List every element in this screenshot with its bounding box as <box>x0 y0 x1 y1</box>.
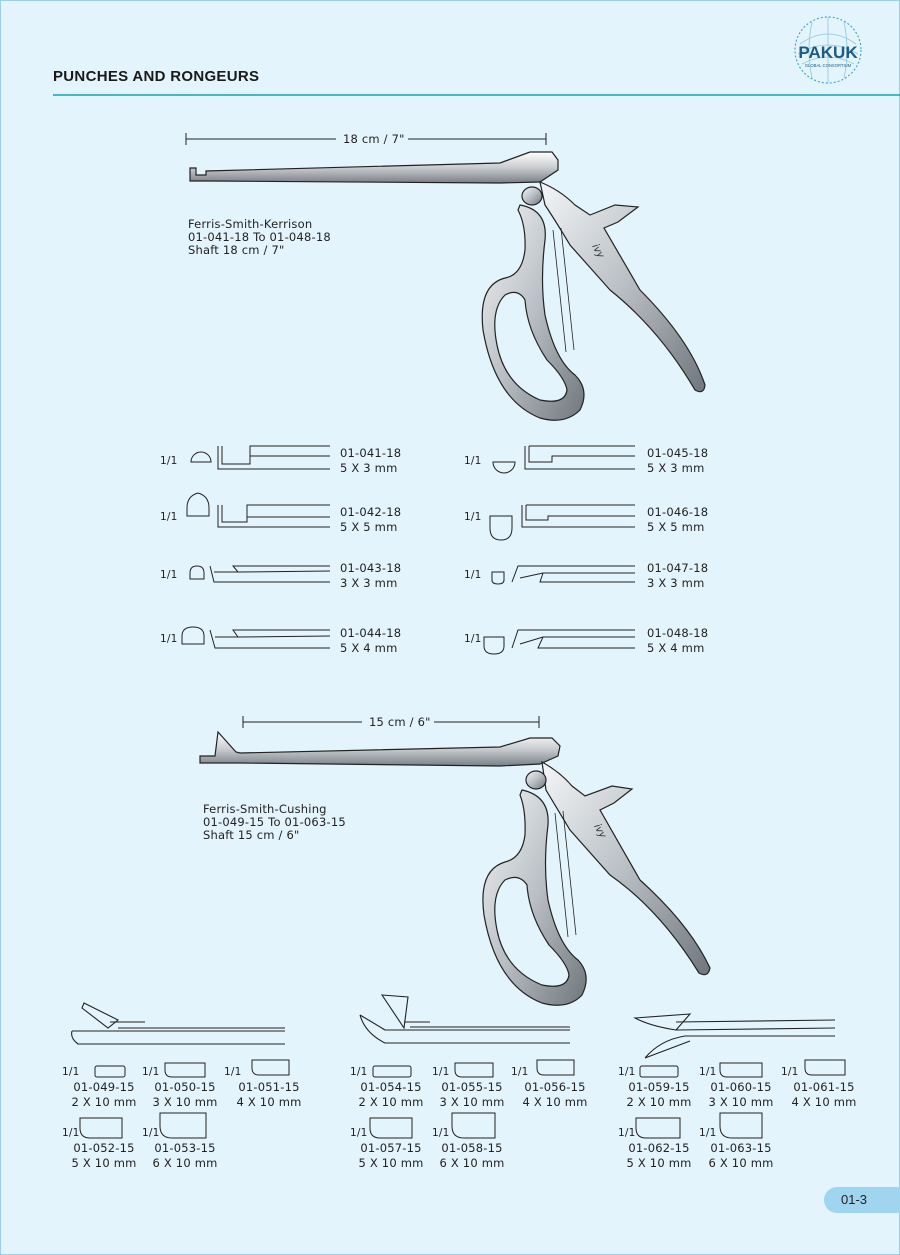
tip-size: 5 X 10 mm <box>358 1156 424 1170</box>
tip-code: 01-062-15 <box>628 1141 690 1155</box>
instrument-2-name: Ferris-Smith-Cushing <box>203 802 327 816</box>
tip-code: 01-048-18 <box>647 626 709 640</box>
tip-code: 01-052-15 <box>73 1141 135 1155</box>
instrument-2-length: 15 cm / 6" <box>366 715 434 730</box>
tip-code: 01-050-15 <box>154 1080 216 1094</box>
tip-scale: 1/1 <box>618 1127 636 1139</box>
slot-01-060-15 <box>720 1063 762 1077</box>
tip-size: 3 X 3 mm <box>340 576 398 590</box>
slot-01-057-15 <box>370 1118 412 1138</box>
tip-code: 01-051-15 <box>238 1080 300 1094</box>
tip-size: 5 X 5 mm <box>647 520 705 534</box>
slot-01-052-15 <box>80 1118 122 1138</box>
tip-size: 5 X 3 mm <box>647 461 705 475</box>
tip-size: 5 X 10 mm <box>71 1156 137 1170</box>
instrument-1-length: 18 cm / 7" <box>340 132 408 147</box>
instrument-1-range: 01-041-18 To 01-048-18 <box>188 230 331 244</box>
slot-01-049-15 <box>95 1066 125 1077</box>
tip-size: 6 X 10 mm <box>152 1156 218 1170</box>
tip-size: 5 X 5 mm <box>340 520 398 534</box>
slot-01-058-15 <box>452 1113 495 1138</box>
tip-scale: 1/1 <box>464 511 482 523</box>
tip-profile-01-046-18 <box>490 505 635 540</box>
rongeur-illustration-2 <box>200 732 710 1005</box>
tip-code: 01-056-15 <box>524 1080 586 1094</box>
tip-scale: 1/1 <box>350 1127 368 1139</box>
instrument-2-shaft: Shaft 15 cm / 6" <box>203 828 300 842</box>
tip-code: 01-044-18 <box>340 626 402 640</box>
tip-size: 3 X 10 mm <box>152 1095 218 1109</box>
tip-code: 01-046-18 <box>647 505 709 519</box>
tip-profile-01-043-18 <box>190 566 330 582</box>
slot-01-051-15 <box>252 1060 289 1075</box>
slot-01-061-15 <box>805 1060 845 1075</box>
tip-scale: 1/1 <box>464 455 482 467</box>
tip-scale: 1/1 <box>464 633 482 645</box>
tip-size: 5 X 4 mm <box>340 641 398 655</box>
tip-size: 2 X 10 mm <box>358 1095 424 1109</box>
tip-profile-01-041-18 <box>191 446 330 469</box>
tip-code: 01-042-18 <box>340 505 402 519</box>
tip-scale: 1/1 <box>511 1066 529 1078</box>
slot-01-056-15 <box>537 1060 574 1075</box>
tip-size: 5 X 10 mm <box>626 1156 692 1170</box>
slot-01-063-15 <box>720 1113 762 1138</box>
tip-scale: 1/1 <box>699 1066 717 1078</box>
tip-code: 01-054-15 <box>360 1080 422 1094</box>
rongeur-illustration-1 <box>190 152 705 420</box>
slot-01-062-15 <box>636 1118 680 1138</box>
page-title: PUNCHES AND RONGEURS <box>53 68 260 85</box>
tip-code: 01-059-15 <box>628 1080 690 1094</box>
tip-profile-01-044-18 <box>182 627 330 648</box>
slot-01-050-15 <box>165 1063 205 1077</box>
jaw-detail-up-curved <box>635 1014 835 1058</box>
svg-text:ivy: ivy <box>589 242 606 261</box>
tip-code: 01-047-18 <box>647 561 709 575</box>
tip-profile-01-042-18 <box>187 493 330 527</box>
tip-size: 3 X 3 mm <box>647 576 705 590</box>
tip-scale: 1/1 <box>160 569 178 581</box>
instrument-1-name: Ferris-Smith-Kerrison <box>188 217 313 231</box>
tip-scale: 1/1 <box>142 1127 160 1139</box>
slot-01-054-15 <box>373 1066 411 1077</box>
svg-text:GLOBAL CONSORTIUM: GLOBAL CONSORTIUM <box>804 63 852 68</box>
tip-scale: 1/1 <box>464 569 482 581</box>
tip-code: 01-041-18 <box>340 446 402 460</box>
tip-code: 01-060-15 <box>710 1080 772 1094</box>
tip-scale: 1/1 <box>699 1127 717 1139</box>
tip-size: 3 X 10 mm <box>708 1095 774 1109</box>
jaw-detail-straight <box>72 1003 285 1044</box>
tip-scale: 1/1 <box>160 633 178 645</box>
tip-size: 4 X 10 mm <box>522 1095 588 1109</box>
tip-size: 2 X 10 mm <box>626 1095 692 1109</box>
tip-code: 01-057-15 <box>360 1141 422 1155</box>
tip-scale: 1/1 <box>781 1066 799 1078</box>
svg-text:PAKUK: PAKUK <box>798 43 858 62</box>
tip-size: 3 X 10 mm <box>439 1095 505 1109</box>
tip-profile-01-047-18 <box>492 566 635 584</box>
tip-size: 6 X 10 mm <box>708 1156 774 1170</box>
tip-scale: 1/1 <box>432 1066 450 1078</box>
tip-scale: 1/1 <box>160 511 178 523</box>
tip-code: 01-055-15 <box>441 1080 503 1094</box>
tip-scale: 1/1 <box>62 1127 80 1139</box>
tip-profile-01-045-18 <box>493 446 635 473</box>
tip-size: 2 X 10 mm <box>71 1095 137 1109</box>
tip-scale: 1/1 <box>350 1066 368 1078</box>
tip-code: 01-043-18 <box>340 561 402 575</box>
tip-size: 5 X 3 mm <box>340 461 398 475</box>
tip-code: 01-049-15 <box>73 1080 135 1094</box>
tip-code: 01-045-18 <box>647 446 709 460</box>
tip-size: 4 X 10 mm <box>791 1095 857 1109</box>
page-number: 01-3 <box>824 1187 900 1213</box>
tip-scale: 1/1 <box>224 1066 242 1078</box>
tip-profile-01-048-18 <box>484 630 635 654</box>
slot-01-053-15 <box>160 1113 206 1138</box>
tip-scale: 1/1 <box>62 1066 80 1078</box>
tip-scale: 1/1 <box>142 1066 160 1078</box>
tip-size: 5 X 4 mm <box>647 641 705 655</box>
jaw-detail-down-curved <box>360 995 570 1043</box>
slot-01-055-15 <box>455 1063 493 1077</box>
tip-size: 6 X 10 mm <box>439 1156 505 1170</box>
svg-text:ivy: ivy <box>591 822 608 841</box>
slot-01-059-15 <box>640 1066 678 1077</box>
tip-code: 01-063-15 <box>710 1141 772 1155</box>
tip-scale: 1/1 <box>618 1066 636 1078</box>
tip-scale: 1/1 <box>432 1127 450 1139</box>
tip-size: 4 X 10 mm <box>236 1095 302 1109</box>
instrument-2-range: 01-049-15 To 01-063-15 <box>203 815 346 829</box>
tip-code: 01-053-15 <box>154 1141 216 1155</box>
tip-scale: 1/1 <box>160 455 178 467</box>
tip-code: 01-058-15 <box>441 1141 503 1155</box>
instrument-1-shaft: Shaft 18 cm / 7" <box>188 243 285 257</box>
tip-code: 01-061-15 <box>793 1080 855 1094</box>
